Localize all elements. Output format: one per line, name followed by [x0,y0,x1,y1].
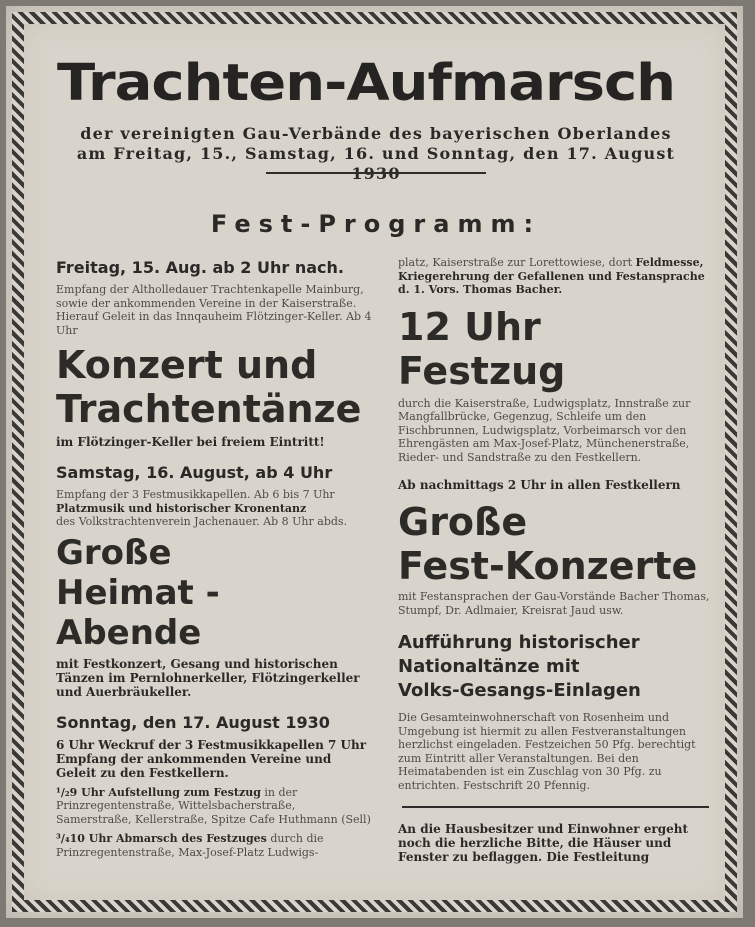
poster-page [6,6,743,918]
closing-text: An die Hausbesitzer und Einwohner ergeht noch die herzliche Bitte, die Häuser und Fenster zu beflaggen. Die Festleitung [398,822,689,864]
konzert-big-1: Große [398,500,528,544]
konzert-big-2: Fest-Konzerte [398,544,698,588]
poster-subtitle [56,124,696,184]
saturday-text-1: Empfang der 3 Festmusikkapellen. Ab 6 bis 7 Uhr [56,488,335,501]
sunday-item-2: ³/₄10 Uhr Abmarsch des Festzuges durch die Prinzregentenstraße, Max-Josef-Platz Ludwigs- [56,832,324,859]
sunday-heading: Sonntag, den 17. August 1930 [56,712,330,732]
auffuehrung-3: Volks-Gesangs-Einlagen [398,680,641,701]
saturday-big-2: Heimat - Abende [56,572,220,653]
sunday-bold: 6 Uhr Weckruf der 3 Festmusikkapellen 7 Uhr Empfang der ankommenden Vereine und Geleit zu den Festkellern. [56,737,367,780]
left-column [56,256,374,859]
continuation-text: platz, Kaiserstraße zur Lorettowiese, dort Feldmesse, Kriegerehrung der Gefallenen und Festansprache d. 1. Vors. Thomas Bacher. [398,256,705,296]
konzert-text: mit Festansprachen der Gau-Vorstände Bacher Thomas, Stumpf, Dr. Adlmaier, Kreisrat Jaud usw. [398,590,710,617]
friday-note: im Flötzinger-Keller bei freiem Eintritt! [56,435,325,449]
saturday-heading: Samstag, 16. August, ab 4 Uhr [56,463,333,482]
friday-heading: Freitag, 15. Aug. ab 2 Uhr nach. [56,258,344,277]
sunday-item-1: ¹/₂9 Uhr Aufstellung zum Festzug in der Prinzregentenstraße, Wittelsbacherstraße, Samerstraße, Kellerstraße, Spitze Cafe Huthmann (Sell) [56,785,371,826]
right-column [398,256,713,864]
festzug-text: durch die Kaiserstraße, Ludwigsplatz, Innstraße zur Mangfallbrücke, Gegenzug, Schleife um den Fischbrunnen, Ludwigsplatz, Vorbeimarsch vor den Ehrengästen am Max-Josef-Platz, Münchenerstraße, Rieder- und Sandstraße zu den Festkellern. [398,396,691,464]
poster-content [36,32,713,892]
poster-title: Trachten-Aufmarsch [56,54,676,113]
friday-text: Empfang der Altholledauer Trachtenkapelle Mainburg, sowie der ankommenden Vereine in der Kaiserstraße. Hierauf Geleit in das Innqauheim Flötzinger-Keller. Ab 4 Uhr [56,283,372,337]
invitation-text: Die Gesamteinwohnerschaft von Rosenheim und Umgebung ist hiermit zu allen Festveranstaltungen herzlichst eingeladen. Festzeichen 50 Pfg. berechtigt zum Eintritt aller Veranstaltungen. Bei den Heimatabenden ist ein Zuschlag von 30 Pfg. zu entrichten. Festschrift 20 Pfennig. [398,711,696,792]
saturday-big-1: Große [56,532,172,573]
saturday-text-2: Platzmusik und historischer Kronentanz [56,501,307,515]
subtitle-line-1: der vereinigten Gau-Verbände des bayerischen Oberlandes [80,124,672,143]
friday-big-1: Konzert und [56,343,318,387]
festzug-heading: 12 Uhr Festzug [398,304,566,393]
closing-divider [402,806,709,808]
subtitle-line-2: am Freitag, 15., Samstag, 16. und Sonntag, den 17. August [76,144,676,163]
auffuehrung-2: Nationaltänze mit [398,656,580,677]
auffuehrung-1: Aufführung historischer [398,632,640,653]
saturday-note: mit Festkonzert, Gesang und historischen Tänzen im Pernlohnerkeller, Flötzingerkeller und Auerbräukeller. [56,656,360,699]
program-heading: Fest-Programm: [210,210,542,238]
friday-big-2: Trachtentänze [56,387,362,431]
afternoon-note: Ab nachmittags 2 Uhr in allen Festkellern [398,478,681,492]
title-divider [266,172,486,174]
saturday-text-3: des Volkstrachtenverein Jachenauer. Ab 8 Uhr abds. [56,515,348,528]
